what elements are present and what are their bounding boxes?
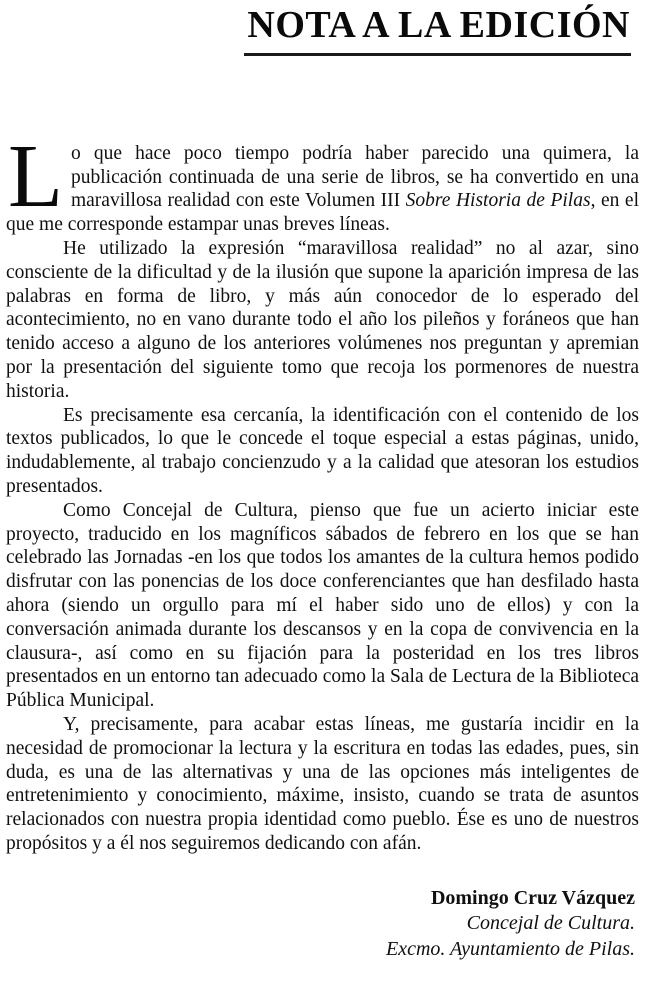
page-title: NOTA A LA EDICIÓN [244,6,631,56]
text-run: Y, precisamente, para acabar estas líneas, me gustaría incidir en la necesidad de promocionar la lectura y la escritura en todas las edades, pues, sin duda, es una de las alternativas y una de las opciones más inteligentes de entretenimiento y conocimiento, máxime, insisto, cuando se trata de asuntos relacionados con nuestra propia identidad como pueblo. Ése es uno de nuestros propósitos y a él nos seguiremos dedicando con afán. [6,714,639,854]
signature-organization: Excmo. Ayuntamiento de Pilas. [385,937,635,960]
note-body [6,126,639,856]
paragraph-1 [6,126,639,237]
italic-text-run: Sobre Historia de Pilas [405,190,591,212]
text-run: Como Concejal de Cultura, pienso que fue un acierto iniciar este proyecto, traducido en los magníficos sábados de febrero en los que se han celebrado las Jornadas -en los que todos los amantes de la cultura hemos podido disfrutar con las ponencias de los doce conferenciantes que han desfilado hasta ahora (siendo un orgullo para mí el haber sido uno de ellos) y con la conversación animada durante los descansos y en la copa de convivencia en la clausura-, así como en su fijación para la posteridad en los tres libros presentados en un entorno tan adecuado como la Sala de Lectura de la Biblioteca Pública Municipal. [6,499,639,712]
paragraph-2 [6,237,639,404]
text-run: o que hace poco tiempo podría haber parecido una quimera, la publicación continuada de una serie de libros, se ha convertido en una maravillosa realidad con este Volumen III [70,142,639,212]
paragraph-4 [6,499,639,713]
signature-role: Concejal de Cultura. [466,912,635,935]
dropcap-letter: L [8,126,63,226]
paragraph-3 [6,404,639,499]
signature-block [0,886,635,963]
text-run: He utilizado la expresión “maravillosa realidad” no al azar, sino consciente de la dificultad y de la ilusión que supone la aparición impresa de las palabras en forma de libro, y más aún conocedor de lo esperado del acontecimiento, no en vano durante todo el año los pileños y foráneos que han tenido acceso a alguno de los anteriores volúmenes nos preguntan y apremian por la presentación del siguiente tomo que recoja los pormenores de nuestra historia. [6,238,639,402]
paragraph-5 [6,713,639,856]
text-run: , en el que me corresponde estampar unas breves líneas. [6,190,639,236]
signature-name: Domingo Cruz Vázquez [430,886,635,909]
title-row [0,0,645,56]
text-run: Es precisamente esa cercanía, la identificación con el contenido de los textos publicados, lo que le concede el toque especial a estas páginas, unido, indudablemente, al trabajo concienzudo y a la calidad que atesoran los estudios presentados. [6,404,639,498]
